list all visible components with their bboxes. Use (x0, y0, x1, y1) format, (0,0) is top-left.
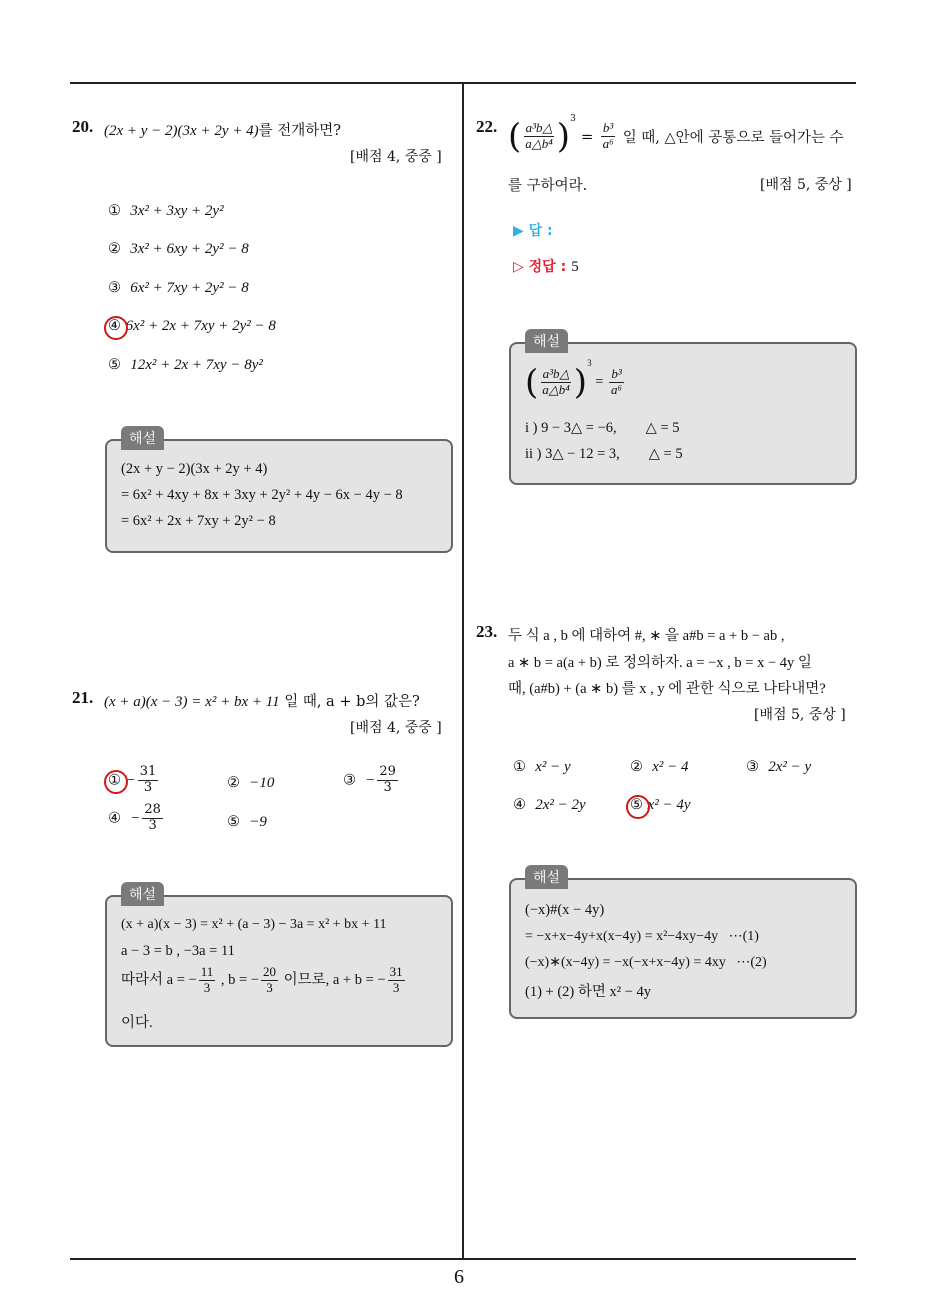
q20-stem (104, 119, 341, 140)
q21-stem-text: 일 때, a + b의 값은? (279, 694, 420, 710)
frac-num: 11 (200, 964, 214, 979)
q21-solution-frac (199, 965, 216, 996)
q23-stem-line1: 두 식 a , b 에 대하여 #, ∗ 을 a#b = a + b − ab , (508, 628, 785, 644)
q20-choice-5[interactable] (108, 357, 263, 374)
exponent: 3 (587, 358, 592, 368)
frac-num: 28 (144, 802, 161, 817)
frac-den: a△b⁴ (525, 136, 553, 151)
q21-choice-4[interactable] (108, 803, 165, 834)
q22-meta: [배점 5, 중상 ] (760, 177, 852, 193)
q22-solution-box (509, 334, 857, 485)
q21-solution-frac (261, 965, 278, 996)
q23-solution-tag: 해설 (525, 865, 568, 889)
frac-num: a³b△ (542, 366, 570, 382)
q23-choice-3[interactable] (746, 759, 811, 776)
q20-solution-line: = 6x² + 4xy + 8x + 3xy + 2y² + 4y − 6x − 4y − 8 (121, 487, 403, 503)
q22-sol-lhs-fraction (540, 367, 572, 398)
correct-label: ▷ 정답 : (513, 259, 567, 275)
q23-stem-line3: 때, (a#b) + (a ∗ b) 를 x , y 에 관한 식으로 나타내면? (508, 681, 826, 697)
q21-number: 21. (72, 688, 94, 707)
q20-solution-line: (2x + y − 2)(3x + 2y + 4) (121, 461, 268, 477)
q22-sol-rhs-fraction (609, 367, 624, 398)
choice-mark: ④ (108, 810, 121, 827)
page-number: 6 (454, 1266, 464, 1288)
q21-solution-line: 이다. (121, 1015, 153, 1031)
q22-stem-text: 일 때, △안에 공통으로 들어가는 수 (622, 130, 844, 146)
q23-stem-line2: a ∗ b = a(a + b) 로 정의하자. a = −x , b = x − 4y 일 (508, 655, 812, 671)
q20-choice-4[interactable] (108, 318, 276, 335)
frac-num: 31 (389, 964, 403, 979)
choice-text: 3x² + 3xy + 2y² (130, 203, 224, 219)
q22-correct-answer (513, 256, 579, 276)
choice-fraction (142, 803, 163, 834)
frac-num: b³ (602, 120, 614, 136)
q22-number: 22. (476, 117, 498, 136)
frac-den: a⁶ (611, 382, 623, 398)
frac-den: 3 (203, 979, 211, 995)
q22-stem-text2: 를 구하여라. (508, 178, 588, 194)
q20-solution-line: = 6x² + 2x + 7xy + 2y² − 8 (121, 513, 276, 529)
q23-choice-2[interactable] (630, 759, 689, 776)
q20-stem-math: (2x + y − 2)(3x + 2y + 4) (104, 123, 259, 139)
frac-den: 3 (266, 979, 273, 995)
q21-answer-circle (104, 770, 128, 794)
q21-solution-line: a − 3 = b , −3a = 11 (121, 943, 235, 959)
q21-solution-tag: 해설 (121, 882, 164, 906)
choice-mark: ⑤ (227, 814, 240, 830)
q20-meta: [배점 4, 중중 ] (350, 149, 442, 165)
frac-den: a△b⁴ (542, 382, 570, 398)
q22-rhs-fraction (601, 121, 616, 152)
frac-den: 3 (143, 779, 153, 795)
q23-solution-line: (−x)#(x − 4y) (525, 902, 605, 918)
choice-mark: ④ (108, 318, 121, 334)
choice-mark: ③ (108, 280, 121, 296)
choice-mark: ② (227, 775, 240, 791)
q23-meta: [배점 5, 중상 ] (754, 707, 846, 723)
q21-solution-line (121, 965, 407, 996)
choice-text: x² − 4 (652, 759, 689, 775)
q21-solution-line: (x + a)(x − 3) = x² + (a − 3) − 3a = x² + bx + 11 (121, 917, 387, 932)
frac-num: 20 (262, 964, 276, 979)
q23-solution-box (509, 870, 857, 1019)
choice-text: 6x² + 2x + 7xy + 2y² − 8 (125, 318, 276, 334)
q22-solution-line: ii ) 3△ − 12 = 3, △ = 5 (525, 446, 683, 462)
choice-text: 2x² − 2y (535, 797, 586, 813)
right-paren: ) (573, 362, 588, 403)
q21-stem-math: (x + a)(x − 3) = x² + bx + 11 (104, 694, 280, 710)
choice-mark: ⑤ (630, 797, 643, 813)
q21-stem (104, 690, 420, 711)
exponent: 3 (570, 114, 576, 124)
frac-num: 29 (379, 764, 396, 779)
q23-choice-1[interactable] (513, 759, 571, 776)
q21-choice-5[interactable] (227, 814, 267, 831)
right-paren: ) (556, 116, 571, 157)
frac-num: 31 (139, 764, 157, 779)
q22-answer-label: ▶ 답 : (513, 223, 553, 239)
choice-mark: ③ (343, 772, 356, 789)
q21-solution-box (105, 887, 453, 1047)
q20-choice-3[interactable] (108, 280, 249, 297)
q20-answer-circle (104, 316, 128, 340)
q22-lhs-fraction (523, 121, 555, 152)
choice-text: x² − y (535, 759, 571, 775)
left-paren: ( (525, 362, 539, 403)
choice-text: 3x² + 6xy + 2y² − 8 (130, 241, 249, 257)
q22-solution-tag: 해설 (525, 329, 568, 353)
frac-den: 3 (392, 979, 400, 995)
q23-choice-4[interactable] (513, 797, 586, 814)
choice-sign: − (365, 772, 376, 789)
choice-mark: ① (108, 203, 121, 219)
q21-solution-text: 따라서 a = − (121, 971, 197, 988)
q23-solution-line: (−x)∗(x−4y) = −x(−x+x−4y) = 4xy ⋯(2) (525, 955, 767, 970)
choice-text: −10 (249, 775, 275, 791)
choice-text: 12x² + 2x + 7xy − 8y² (130, 357, 263, 373)
choice-mark: ⑤ (108, 357, 121, 373)
left-paren: ( (508, 116, 522, 157)
choice-mark: ① (513, 759, 526, 775)
correct-value: 5 (571, 259, 579, 275)
choice-text: 2x² − y (768, 759, 812, 775)
frac-den: a⁶ (602, 136, 614, 151)
choice-sign: − (125, 772, 136, 789)
bottom-rule (70, 1258, 856, 1260)
q20-stem-text: 를 전개하면? (258, 123, 342, 139)
q20-choice-1[interactable] (108, 203, 224, 220)
choice-mark: ① (108, 772, 121, 789)
equals-sign: = (580, 127, 594, 146)
q21-solution-frac (388, 965, 405, 996)
q21-choice-2[interactable] (227, 775, 274, 792)
q23-solution-line: (1) + (2) 하면 x² − 4y (525, 984, 652, 1000)
q22-solution-equation (525, 358, 626, 403)
frac-den: 3 (383, 779, 392, 795)
q21-solution-text: 이므로, a + b = − (279, 971, 386, 988)
q21-choice-3[interactable] (343, 765, 400, 796)
choice-mark: ② (108, 241, 121, 257)
q20-solution-tag: 해설 (121, 426, 164, 450)
choice-fraction (138, 765, 159, 796)
q20-choice-2[interactable] (108, 241, 249, 258)
choice-mark: ③ (746, 759, 759, 775)
q23-solution-line: = −x+x−4y+x(x−4y) = x²−4xy−4y ⋯(1) (525, 929, 759, 944)
choice-text: x² − 4y (647, 797, 691, 813)
choice-mark: ② (630, 759, 643, 775)
choice-fraction (377, 765, 398, 796)
q20-solution-box (105, 431, 453, 553)
frac-den: 3 (148, 817, 157, 833)
q22-stem-equation (508, 114, 844, 157)
q23-answer-circle (626, 795, 650, 819)
equals-sign: = (595, 374, 604, 391)
frac-num: a³b△ (525, 120, 553, 136)
frac-num: b³ (611, 366, 622, 382)
column-divider (462, 83, 464, 1259)
q20-number: 20. (72, 117, 94, 136)
choice-text: −9 (249, 814, 267, 830)
choice-sign: − (130, 810, 141, 827)
choice-text: 6x² + 7xy + 2y² − 8 (130, 280, 249, 296)
choice-mark: ④ (513, 797, 526, 813)
q21-meta: [배점 4, 중중 ] (350, 720, 442, 736)
q22-solution-line: i ) 9 − 3△ = −6, △ = 5 (525, 420, 680, 436)
q23-number: 23. (476, 622, 498, 641)
q21-solution-text: , b = − (217, 971, 259, 988)
